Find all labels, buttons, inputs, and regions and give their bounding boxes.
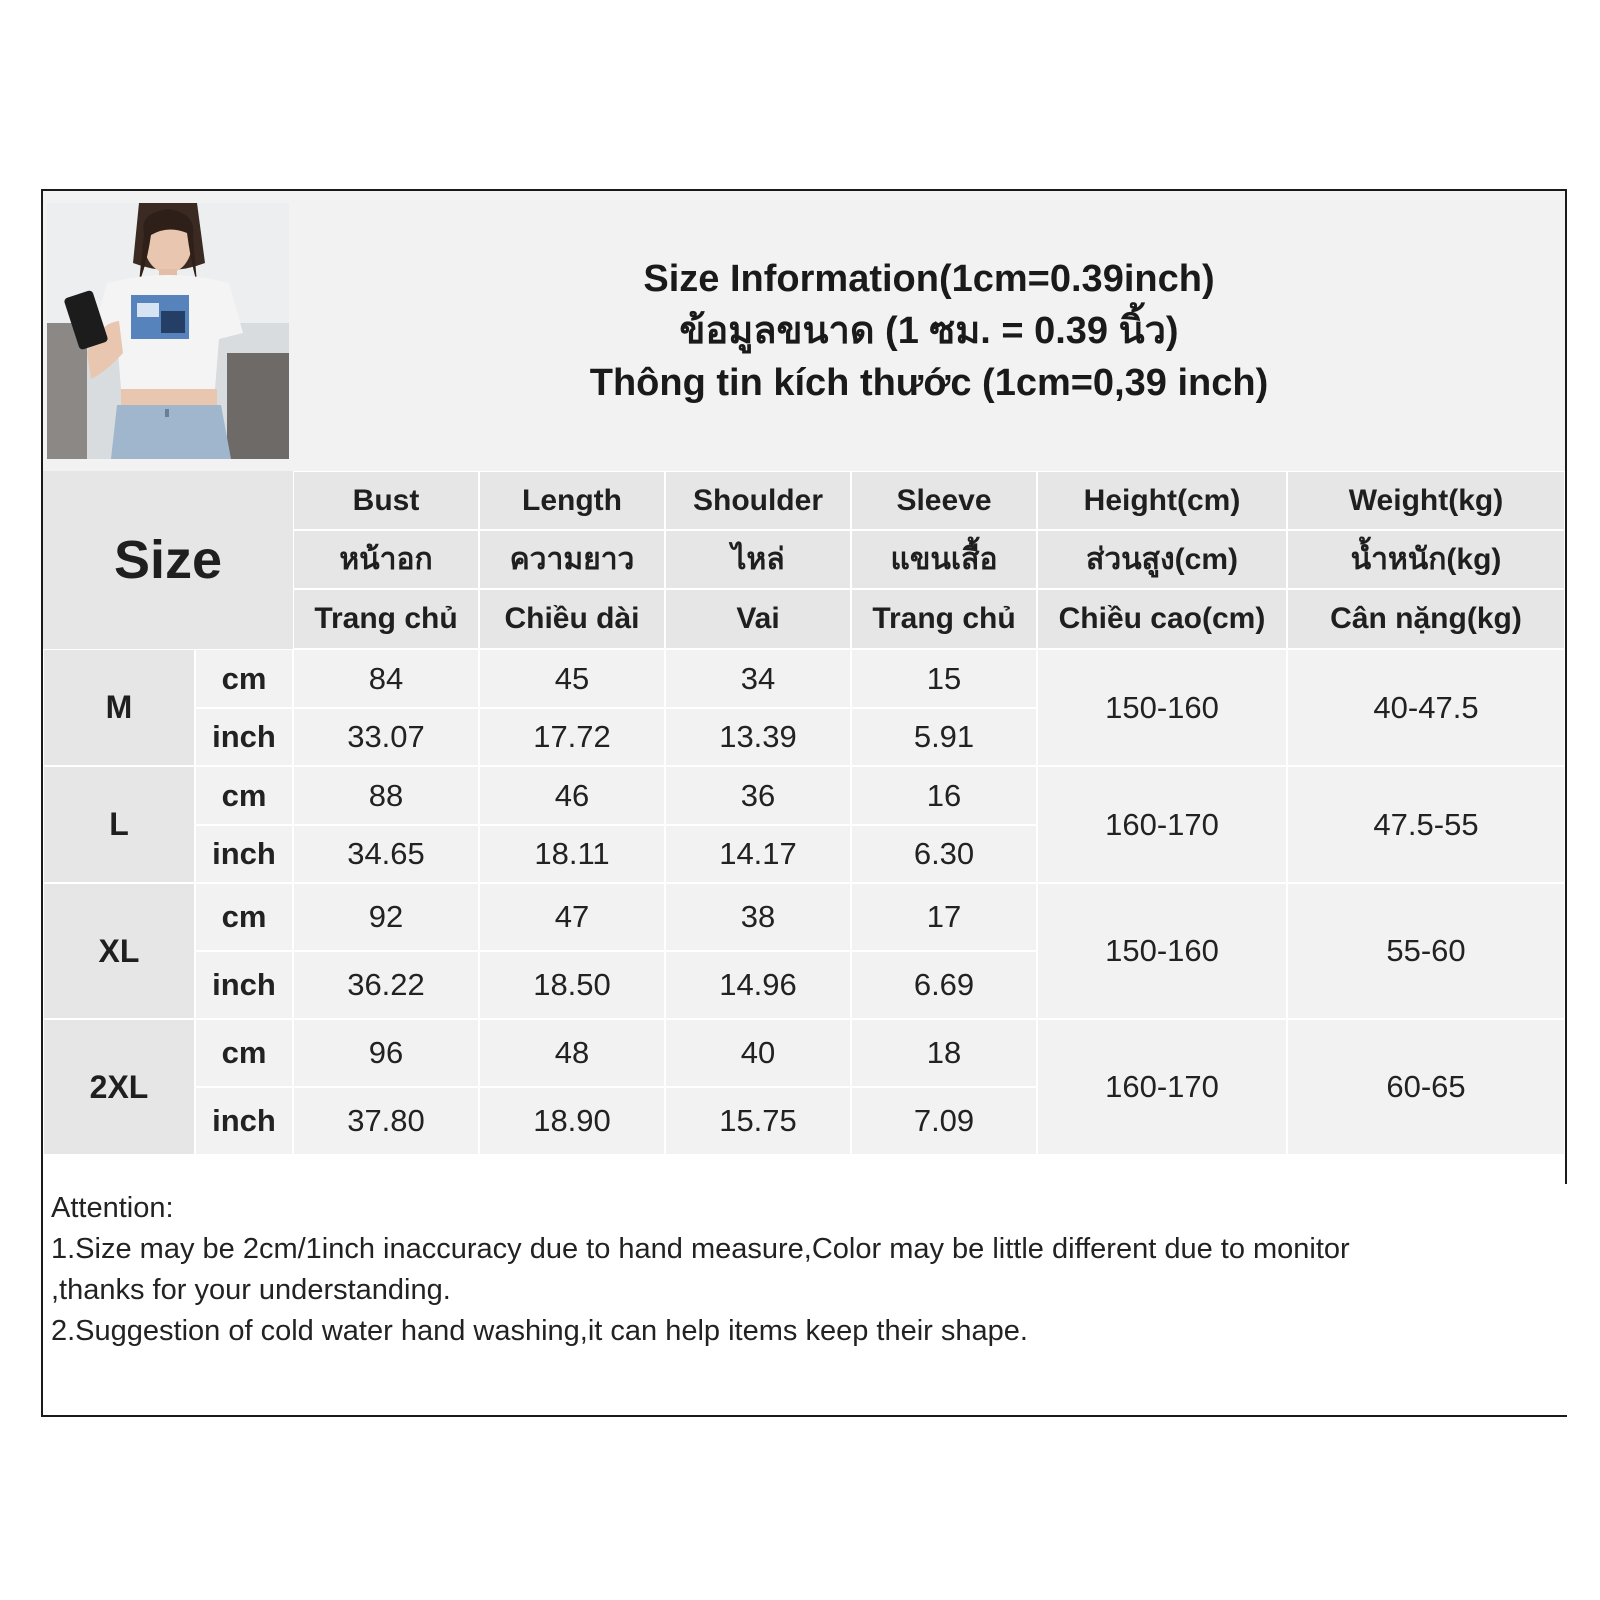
cell-height-range: 150-160: [1038, 884, 1286, 1018]
column-header-3-vi: Trang chủ: [852, 590, 1036, 648]
cell-cm-value: 38: [666, 884, 850, 950]
cell-inch-value: 17.72: [480, 709, 664, 765]
column-header-5-th: น้ำหนัก(kg): [1288, 531, 1564, 588]
cell-cm-value: 48: [480, 1020, 664, 1086]
attention-heading: Attention:: [51, 1192, 174, 1224]
cell-cm-value: 16: [852, 767, 1036, 824]
cell-inch-value: 18.90: [480, 1088, 664, 1154]
cell-inch-value: 36.22: [294, 952, 478, 1018]
column-header-1-th: ความยาว: [480, 531, 664, 588]
size-label-M: M: [44, 650, 194, 765]
cell-cm-value: 96: [294, 1020, 478, 1086]
cell-weight-range: 60-65: [1288, 1020, 1564, 1154]
cell-cm-value: 88: [294, 767, 478, 824]
title-thai: ข้อมูลขนาด (1 ซม. = 0.39 นิ้ว): [679, 310, 1179, 352]
title-cell: [293, 191, 1565, 471]
size-label-L: L: [44, 767, 194, 882]
cell-cm-value: 92: [294, 884, 478, 950]
unit-cm-label: cm: [196, 1020, 292, 1086]
column-header-0-th: หน้าอก: [294, 531, 478, 588]
title-english: Size Information(1cm=0.39inch): [643, 258, 1215, 300]
cell-inch-value: 13.39: [666, 709, 850, 765]
cell-cm-value: 46: [480, 767, 664, 824]
column-header-1-vi: Chiều dài: [480, 590, 664, 648]
column-header-2-en: Shoulder: [666, 472, 850, 529]
cell-cm-value: 36: [666, 767, 850, 824]
unit-cm-label: cm: [196, 767, 292, 824]
size-chart: [41, 189, 1567, 1417]
cell-height-range: 160-170: [1038, 1020, 1286, 1154]
column-header-2-th: ไหล่: [666, 531, 850, 588]
cell-inch-value: 14.96: [666, 952, 850, 1018]
cell-inch-value: 37.80: [294, 1088, 478, 1154]
cell-inch-value: 6.30: [852, 826, 1036, 882]
column-header-5-en: Weight(kg): [1288, 472, 1564, 529]
attention-note-1-continued: ,thanks for your understanding.: [51, 1274, 451, 1306]
title-vietnamese: Thông tin kích thước (1cm=0,39 inch): [589, 362, 1269, 404]
unit-cm-label: cm: [196, 650, 292, 707]
product-photo-cell: [43, 191, 293, 471]
cell-inch-value: 5.91: [852, 709, 1036, 765]
attention-note-1: 1.Size may be 2cm/1inch inaccuracy due to hand measure,Color may be little different due to monitor: [51, 1233, 1350, 1265]
unit-inch-label: inch: [196, 826, 292, 882]
cell-height-range: 150-160: [1038, 650, 1286, 765]
cell-inch-value: 33.07: [294, 709, 478, 765]
size-label-XL: XL: [44, 884, 194, 1018]
cell-cm-value: 18: [852, 1020, 1036, 1086]
attention-notes: [45, 1184, 1567, 1415]
cell-inch-value: 6.69: [852, 952, 1036, 1018]
cell-inch-value: 7.09: [852, 1088, 1036, 1154]
unit-cm-label: cm: [196, 884, 292, 950]
column-header-0-en: Bust: [294, 472, 478, 529]
column-header-3-en: Sleeve: [852, 472, 1036, 529]
column-header-1-en: Length: [480, 472, 664, 529]
cell-cm-value: 17: [852, 884, 1036, 950]
cell-cm-value: 15: [852, 650, 1036, 707]
cell-cm-value: 40: [666, 1020, 850, 1086]
cell-inch-value: 18.11: [480, 826, 664, 882]
cell-inch-value: 14.17: [666, 826, 850, 882]
column-header-4-en: Height(cm): [1038, 472, 1286, 529]
unit-inch-label: inch: [196, 1088, 292, 1154]
cell-cm-value: 47: [480, 884, 664, 950]
cell-weight-range: 40-47.5: [1288, 650, 1564, 765]
cell-inch-value: 18.50: [480, 952, 664, 1018]
column-header-5-vi: Cân nặng(kg): [1288, 590, 1564, 648]
size-label-2XL: 2XL: [44, 1020, 194, 1154]
cell-height-range: 160-170: [1038, 767, 1286, 882]
unit-inch-label: inch: [196, 952, 292, 1018]
size-header: Size: [43, 471, 293, 649]
product-photo-icon: [47, 203, 289, 459]
cell-cm-value: 84: [294, 650, 478, 707]
unit-inch-label: inch: [196, 709, 292, 765]
cell-weight-range: 47.5-55: [1288, 767, 1564, 882]
column-header-3-th: แขนเสื้อ: [852, 531, 1036, 588]
column-header-4-vi: Chiều cao(cm): [1038, 590, 1286, 648]
cell-cm-value: 34: [666, 650, 850, 707]
column-header-2-vi: Vai: [666, 590, 850, 648]
cell-inch-value: 15.75: [666, 1088, 850, 1154]
cell-inch-value: 34.65: [294, 826, 478, 882]
column-header-4-th: ส่วนสูง(cm): [1038, 531, 1286, 588]
cell-cm-value: 45: [480, 650, 664, 707]
cell-weight-range: 55-60: [1288, 884, 1564, 1018]
column-header-0-vi: Trang chủ: [294, 590, 478, 648]
attention-note-2: 2.Suggestion of cold water hand washing,it can help items keep their shape.: [51, 1315, 1028, 1347]
